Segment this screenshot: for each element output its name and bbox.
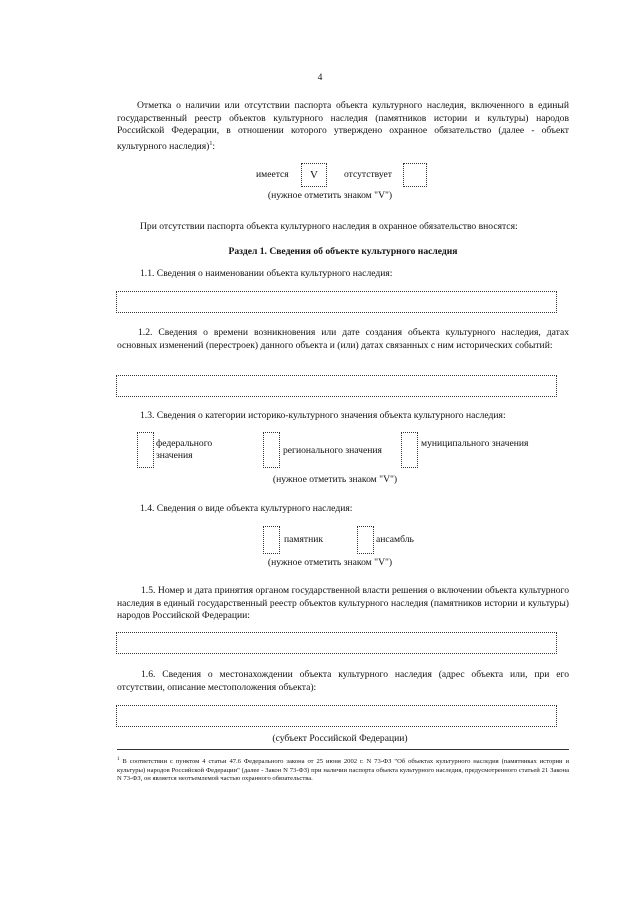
category-regional-checkbox[interactable] — [263, 432, 280, 468]
page-number: 4 — [317, 72, 323, 83]
passport-note: (нужное отметить знаком "V") — [267, 190, 393, 201]
intro-colon: : — [212, 140, 216, 152]
footnote-text: В соответствии с пунктом 4 статьи 47.6 Федерального закона от 25 июня 2002 г. N 73-ФЗ "Об объектах культурного наследия (памятниках истории и культуры) народов Российской Федерации" (далее - Закон N 73-ФЗ) при наличии паспорта объекта культурного наследия, предусмотренного статьей 21 Закона N 73-ФЗ, он является неотъемлемой частью охранного обязательства. — [117, 758, 569, 783]
intro-footnote-ref: 1 — [209, 140, 213, 147]
section-1-3-text: 1.3. Сведения о категории историко-культурного значения объекта культурного наследия: — [140, 410, 506, 421]
category-note: (нужное отметить знаком "V") — [272, 474, 398, 485]
intro-text: Отметка о наличии или отсутствии паспорта объекта культурного наследия, включенного в единый государственный реестр объектов культурного наследия (памятников истории и культуры) народов Российской Федерации, в отношении которого утверждено охранное обязательство (далее - объект культурного наследия) — [117, 100, 569, 152]
category-federal-checkbox[interactable] — [137, 432, 154, 468]
section-1-4-text: 1.4. Сведения о виде объекта культурного наследия: — [140, 503, 353, 514]
category-federal-label: федерального значения — [156, 438, 213, 461]
type-monument-checkbox[interactable] — [263, 526, 280, 554]
section-1-6-text: 1.6. Сведения о местонахождении объекта культурного наследия (адрес объекта или, при его отсутствии, описание местоположения объекта): — [117, 669, 569, 693]
passport-absent-checkbox[interactable] — [403, 163, 427, 187]
subject-caption: (субъект Российской Федерации) — [272, 733, 408, 744]
section-1-1-text: 1.1. Сведения о наименовании объекта культурного наследия: — [140, 268, 393, 279]
location-field[interactable] — [116, 705, 557, 727]
dates-field[interactable] — [116, 375, 557, 397]
type-note: (нужное отметить знаком "V") — [267, 557, 393, 568]
category-municipal-checkbox[interactable] — [401, 432, 418, 468]
type-monument-label: памятник — [284, 534, 323, 545]
category-regional-label: регионального значения — [283, 445, 382, 456]
type-ensemble-label: ансамбль — [376, 534, 414, 545]
passport-has-checkbox[interactable]: V — [301, 163, 327, 187]
passport-absent-label: отсутствует — [344, 169, 392, 180]
footnote-divider — [117, 749, 569, 750]
footnote — [117, 756, 569, 784]
section-1-2-text: 1.2. Сведения о времени возникновения или дате создания объекта культурного наследия, датах основных изменений (перестроек) данного объекта и (или) датах связанных с ним исторических событий: — [117, 327, 569, 351]
absence-text: При отсутствии паспорта объекта культурного наследия в охранное обязательство вносятся: — [140, 221, 518, 232]
section-1-5-text: 1.5. Номер и дата принятия органом государственной власти решения о включении объекта культурного наследия в единый государственный реестр объектов культурного наследия (памятников истории и культуры) народов Российской Федерации: — [117, 585, 569, 622]
registry-decision-field[interactable] — [116, 632, 557, 654]
intro-paragraph — [117, 100, 569, 154]
passport-has-label: имеется — [256, 169, 289, 180]
type-ensemble-checkbox[interactable] — [357, 526, 374, 554]
name-field[interactable] — [116, 291, 557, 313]
category-municipal-label: муниципального значения — [421, 438, 529, 449]
footnote-mark: 1 — [117, 757, 120, 762]
section-title: Раздел 1. Сведения об объекте культурного наследия — [228, 246, 458, 257]
